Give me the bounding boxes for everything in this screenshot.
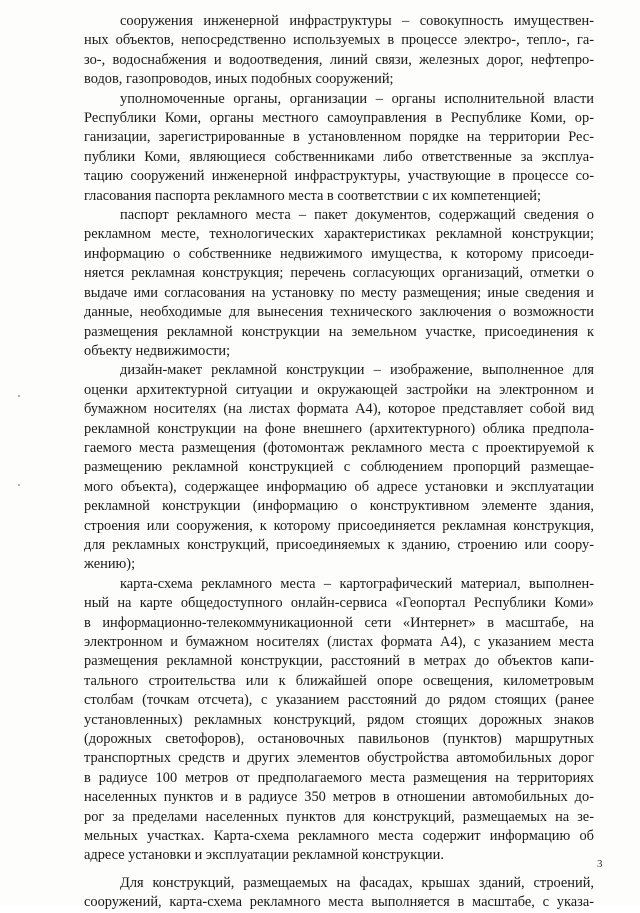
text-line: строения или сооружения, к которому присоединяется рекламная конструкция, [84, 517, 594, 534]
text-line: в радиусе 100 метров от предполагаемого места размещения на территориях [84, 769, 594, 786]
text-line: ный на карте общедоступного онлайн-сервиса «Геопортал Республики Коми» [84, 595, 594, 612]
text-line: ганизации, зарегистрированные в установленном порядке на территории Рес- [84, 129, 594, 146]
text-line: рекламной конструкции (информацию о конструктивном элементе здания, [84, 498, 594, 515]
text-line: водов, газопроводов, иных подобных сооружений; [84, 71, 394, 88]
text-line: для рекламных конструкций, присоединяемых к зданию, строению или соору- [84, 536, 594, 553]
paragraph-authorized-bodies-definition [84, 90, 594, 206]
text-line: жению); [84, 556, 136, 573]
text-line: электронном и бумажном носителях (листах формата А4), с указанием места [84, 634, 594, 650]
text-line: дизайн-макет рекламной конструкции – изображение, выполненное для [120, 362, 594, 379]
text-line: зо-, водоснабжения и водоотведения, линий связи, железных дорог, нефтепро- [84, 51, 594, 68]
page-number: 3 [597, 858, 603, 870]
text-line: адресе установки и эксплуатации рекламной конструкции. [84, 847, 444, 864]
text-line: мого объекта), содержащее информацию об адресе установки и эксплуатации [84, 478, 594, 495]
text-line: размещению рекламной конструкцией с соблюдением пропорций размещае- [84, 459, 594, 476]
text-line: публики Коми, являющиеся собственниками либо ответственные за эксплуа- [84, 148, 594, 165]
text-line: тацию сооружений инженерной инфраструктуры, участвующие в процессе со- [84, 168, 594, 185]
text-line: данные, необходимые для вынесения технического заключения о возможности [84, 304, 594, 321]
text-line: столбам (точкам отсчета), с указанием расстояний до рядом стоящих (ранее [84, 692, 594, 709]
text-line: ных объектов, непосредственно используемых в процессе электро-, тепло-, га- [84, 32, 594, 49]
text-line: няется рекламная конструкция; перечень согласующих организаций, отметки о [84, 265, 594, 282]
text-line: установленных) рекламных конструкций, рядом стоящих дорожных знаков [84, 711, 594, 728]
paragraph-facade-constructions [84, 874, 594, 913]
text-line: сооружения инженерной инфраструктуры – совокупность имуществен- [120, 13, 594, 29]
scan-speck [18, 484, 20, 486]
text-line: транспортных средств и других элементов обустройства автомобильных дорог [84, 750, 594, 767]
body-text [84, 12, 594, 913]
text-line: рекламной конструкции на фоне внешнего (архитектурного) облика предпола- [84, 420, 594, 437]
paragraph-map-scheme-definition [84, 575, 594, 866]
text-line: гласования паспорта рекламного места в соответствии с их компетенцией; [84, 187, 541, 204]
paragraph-passport-definition [84, 206, 594, 361]
text-line: оценки архитектурной ситуации и окружающей застройки на электронном и [84, 381, 594, 398]
text-line: размещения рекламной конструкции на земельном участке, присоединения к [84, 323, 594, 340]
text-line: (дорожных светофоров), остановочных павильонов (пунктов) маршрутных [84, 731, 594, 748]
text-line: бумажном носителях (на листах формата А4), которое представляет собой вид [84, 401, 594, 418]
paragraph-infrastructure-definition [84, 12, 594, 90]
text-line: объекту недвижимости; [84, 342, 231, 359]
text-line: информацию о собственнике недвижимого имущества, к которому присоеди- [84, 245, 594, 262]
text-line: рог за пределами населенных пунктов для конструкций, размещаемых на зе- [84, 808, 594, 825]
text-line: Республики Коми, органы местного самоуправления в Республике Коми, ор- [84, 110, 594, 127]
paragraph-design-layout-definition [84, 361, 594, 574]
scan-speck [18, 395, 20, 397]
text-line: выдаче ими согласования на установку по месту размещения; иные сведения и [84, 284, 594, 301]
text-line: карта-схема рекламного места – картографический материал, выполнен- [120, 575, 594, 592]
text-line: гаемого места размещения (фотомонтаж рекламного места с проектируемой к [84, 439, 594, 456]
text-line: паспорт рекламного места – пакет документов, содержащий сведения о [120, 207, 594, 224]
text-line: в информационно-телекоммуникационной сети «Интернет» в масштабе, на [84, 614, 594, 631]
text-line: сооружений, карта-схема рекламного места выполняется в масштабе, с указа- [84, 894, 594, 911]
text-line: уполномоченные органы, организации – органы исполнительной власти [120, 90, 594, 107]
text-line: населенных пунктов и в радиусе 350 метров в отношении автомобильных до- [84, 789, 594, 806]
text-line: Для конструкций, размещаемых на фасадах, крышах зданий, строений, [120, 874, 594, 891]
text-line: мельных участках. Карта-схема рекламного места содержит информацию об [84, 828, 594, 845]
text-line: размещения рекламной конструкции, расстояний в метрах до объектов капи- [84, 653, 594, 670]
text-line: рекламном месте, технологических характеристиках рекламной конструкции; [84, 226, 594, 243]
text-line: тального строительства или к ближайшей опоре освещения, километровым [84, 672, 594, 689]
